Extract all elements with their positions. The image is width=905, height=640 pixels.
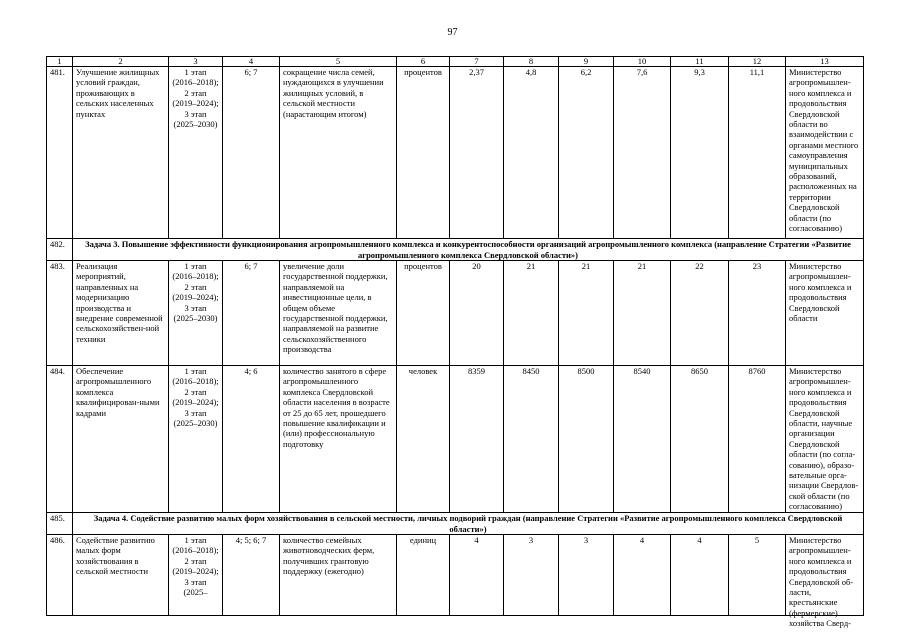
stages-cell: 1 этап (2016–2018); 2 этап (2019–2024); 3 этап (2025–2030) [169, 67, 223, 239]
value-cell: 21 [614, 261, 671, 366]
header-cell: 5 [280, 57, 397, 67]
value-cell: 22 [671, 261, 729, 366]
value-cell [504, 535, 559, 616]
header-cell: 4 [223, 57, 280, 67]
measure-name: Обеспечение агропромышленного комплекса квалифицирован-ными кадрами [73, 366, 169, 513]
value-cell [614, 535, 671, 616]
unit-cell: процентов [397, 261, 450, 366]
unit-cell: человек [397, 366, 450, 513]
value-text: 5 [754, 535, 760, 545]
value-text: 4 [639, 535, 645, 545]
indicator-cell [280, 535, 397, 616]
value-cell: 4,8 [504, 67, 559, 239]
value-cell: 8500 [559, 366, 614, 513]
row-number: 483. [47, 261, 73, 366]
stages-cell: 1 этап (2016–2018); 2 этап (2019–2024); 3 этап (2025–2030) [169, 261, 223, 366]
table-row [47, 366, 864, 513]
task-row [47, 513, 864, 535]
row-number: 485. [47, 513, 73, 535]
indicator-text: количество семейных животноводческих ферм, получивших грантовую поддержку (ежегодно) [283, 535, 375, 577]
value-cell: 20 [450, 261, 504, 366]
unit-cell [397, 535, 450, 616]
task-heading: Задача 3. Повышение эффективности функционирования агропромышленного комплекса и конкурентоспособности организаций агропромышленного комплекса (направление Стратегии «Развитие агропромышленного комплекса Свердловской области») [73, 239, 864, 261]
unit-text: единиц [409, 535, 437, 545]
strategy-indicators-table [46, 56, 864, 629]
value-text: 3 [528, 535, 534, 545]
row-number: 481. [47, 67, 73, 239]
targets-cell [223, 535, 280, 616]
header-cell: 3 [169, 57, 223, 67]
value-cell: 11,1 [729, 67, 786, 239]
row-number: 482. [47, 239, 73, 261]
targets-cell: 4; 6 [223, 366, 280, 513]
responsible-text: Министерство агропромышлен-ного комплекса и продовольствия Свердловской об-ласти, крестьянские (фермерские) хозяйства Сверд- [789, 535, 854, 629]
responsible-cell: Министерство агропромышлен-ного комплекса и продовольствия Свердловской области, научные организации Свердловской области (по согла-сованию), образо-вательные орга-низации Свердлов-ской области (по согласованию) [786, 366, 864, 513]
targets-text: 4; 5; 6; 7 [235, 535, 267, 545]
row-number: 484. [47, 366, 73, 513]
measure-name [73, 535, 169, 616]
task-heading: Задача 4. Содействие развитию малых форм хозяйствования в сельской местности, личных подворий граждан (направление Стратегии «Развитие агропромышленного комплекса Свердловской области») [73, 513, 864, 535]
responsible-cell [786, 535, 864, 629]
value-cell [450, 535, 504, 616]
targets-cell: 6; 7 [223, 67, 280, 239]
header-cell: 8 [504, 57, 559, 67]
measure-name: Улучшение жилищных условий граждан, проживающих в сельских населенных пунктах [73, 67, 169, 239]
value-text: 3 [583, 535, 589, 545]
header-cell: 12 [729, 57, 786, 67]
value-cell: 6,2 [559, 67, 614, 239]
stages-text: 1 этап (2016–2018); 2 этап (2019–2024); 3 этап (2025– [172, 535, 219, 598]
value-cell [671, 535, 729, 616]
value-cell: 8760 [729, 366, 786, 513]
value-text: 4 [697, 535, 702, 545]
row-number-text: 486. [50, 535, 65, 545]
value-cell: 2,37 [450, 67, 504, 239]
value-cell: 9,3 [671, 67, 729, 239]
header-cell: 2 [73, 57, 169, 67]
responsible-cell: Министерство агропромышлен-ного комплекса и продовольствия Свердловской области во взаимодействии с органами местного самоуправления муниципальных образований, расположенных на территории Свердловской области (по согласованию) [786, 67, 864, 239]
measure-name: Реализация мероприятий, направленных на модернизацию производства и внедрение современной сельскохозяйствен-ной техники [73, 261, 169, 366]
indicator-cell: сокращение числа семей, нуждающихся в улучшении жилищных условий, в сельской местности (нарастающим итогом) [280, 67, 397, 239]
indicator-cell: количество занятого в сфере агропромышленного комплекса Свердловской области населения в возрасте от 25 до 65 лет, прошедшего повышение квалификации и (или) профессиональную подготовку [280, 366, 397, 513]
stages-cell [169, 535, 223, 616]
header-cell: 6 [397, 57, 450, 67]
task-row [47, 239, 864, 261]
row-number [47, 535, 73, 616]
value-text: 4 [474, 535, 479, 545]
table-row [47, 261, 864, 366]
page-number: 97 [447, 27, 458, 38]
stages-cell: 1 этап (2016–2018); 2 этап (2019–2024); 3 этап (2025–2030) [169, 366, 223, 513]
value-cell [729, 535, 786, 616]
header-cell: 13 [786, 57, 864, 67]
header-cell: 9 [559, 57, 614, 67]
value-cell [559, 535, 614, 616]
value-cell: 8540 [614, 366, 671, 513]
value-cell: 21 [504, 261, 559, 366]
header-cell: 10 [614, 57, 671, 67]
header-cell: 1 [47, 57, 73, 67]
measure-name-text: Содействие развитию малых форм хозяйствования в сельской местности [76, 535, 155, 577]
header-row [47, 57, 864, 67]
responsible-cell: Министерство агропромышлен-ного комплекса и продовольствия Свердловской области [786, 261, 864, 366]
targets-cell: 6; 7 [223, 261, 280, 366]
value-cell: 8359 [450, 366, 504, 513]
value-cell: 7,6 [614, 67, 671, 239]
value-cell: 23 [729, 261, 786, 366]
value-cell: 8650 [671, 366, 729, 513]
header-cell: 11 [671, 57, 729, 67]
table-row [47, 67, 864, 239]
value-cell: 8450 [504, 366, 559, 513]
unit-cell: процентов [397, 67, 450, 239]
indicator-cell: увеличение доли государственной поддержки, направляемой на инвестиционные цели, в общем объеме государственной поддержки, направляемой на развитие сельскохозяйственного производства [280, 261, 397, 366]
table-row [47, 535, 864, 616]
value-cell: 21 [559, 261, 614, 366]
header-cell: 7 [450, 57, 504, 67]
